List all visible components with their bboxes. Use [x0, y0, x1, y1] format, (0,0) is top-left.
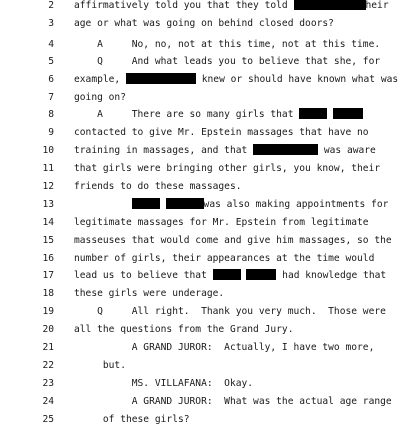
transcript-line — [0, 55, 400, 69]
text-segment — [74, 199, 132, 210]
line-number: 6 — [48, 74, 54, 85]
redaction-box — [126, 73, 196, 84]
line-number: 23 — [42, 378, 54, 389]
transcript-line — [0, 126, 400, 140]
redaction-box — [246, 269, 276, 280]
redaction-box — [294, 0, 366, 10]
transcript-line — [0, 305, 400, 319]
line-number: 8 — [48, 109, 54, 120]
line-number: 5 — [48, 56, 54, 67]
line-text — [74, 55, 380, 69]
text-segment: number of girls, their appearances at the time would — [74, 253, 375, 264]
line-text — [74, 323, 294, 337]
redaction-box — [166, 198, 204, 209]
text-segment: knew or should have known what was — [195, 74, 399, 85]
line-text — [74, 144, 376, 158]
text-segment: A GRAND JUROR: Actually, I have two more, — [74, 342, 375, 353]
text-segment: was aware — [318, 145, 376, 156]
text-segment: age or what was going on behind closed doors? — [74, 18, 334, 29]
text-segment: masseuses that would come and give him massages, so the — [74, 235, 392, 246]
text-segment: A GRAND JUROR: What was the actual age range — [74, 396, 392, 407]
line-text — [74, 198, 388, 212]
text-segment: example, — [74, 74, 126, 85]
line-number: 11 — [42, 163, 54, 174]
transcript-line — [0, 377, 400, 391]
transcript-line — [0, 269, 400, 283]
line-text — [74, 73, 398, 87]
transcript-line — [0, 323, 400, 337]
transcript-line — [0, 144, 400, 158]
transcript-line — [0, 180, 400, 194]
line-text — [74, 91, 126, 105]
text-segment: Q All right. Thank you very much. Those were — [74, 306, 386, 317]
text-segment: had knowledge that — [276, 270, 387, 281]
line-number: 17 — [42, 270, 54, 281]
transcript-line — [0, 287, 400, 301]
text-segment: affirmatively told you that they told — [74, 0, 294, 11]
line-text — [74, 269, 386, 283]
transcript-line — [0, 17, 400, 31]
line-text — [74, 413, 190, 427]
transcript-line — [0, 413, 400, 427]
line-text — [74, 108, 363, 122]
transcript-line — [0, 73, 400, 87]
transcript-line — [0, 198, 400, 212]
text-segment: A There are so many girls that — [74, 109, 300, 120]
text-segment: friends to do these massages. — [74, 181, 242, 192]
line-text — [74, 162, 380, 176]
line-text — [74, 0, 389, 13]
line-text — [74, 252, 374, 266]
line-number: 18 — [42, 288, 54, 299]
line-number: 19 — [42, 306, 54, 317]
line-text — [74, 395, 392, 409]
redaction-box — [213, 269, 241, 280]
line-text — [74, 180, 242, 194]
line-text — [74, 377, 253, 391]
transcript-line — [0, 162, 400, 176]
redaction-box — [132, 198, 160, 209]
text-segment: legitimate massages for Mr. Epstein from legitimate — [74, 217, 369, 228]
text-segment: heir — [365, 0, 389, 11]
transcript-line — [0, 91, 400, 105]
text-segment: MS. VILLAFANA: Okay. — [74, 378, 254, 389]
text-segment: was also making appointments for — [203, 199, 389, 210]
line-text — [74, 216, 369, 230]
text-segment: of these girls? — [74, 414, 190, 425]
text-segment: all the questions from the Grand Jury. — [74, 324, 294, 335]
line-number: 20 — [42, 324, 54, 335]
line-number: 13 — [42, 199, 54, 210]
line-text — [74, 17, 334, 31]
text-segment: these girls were underage. — [74, 288, 225, 299]
line-number: 14 — [42, 217, 54, 228]
transcript-line — [0, 252, 400, 266]
transcript-line — [0, 234, 400, 248]
line-number: 12 — [42, 181, 54, 192]
text-segment: but. — [74, 360, 126, 371]
line-text — [74, 305, 386, 319]
transcript-line — [0, 216, 400, 230]
line-number: 22 — [42, 360, 54, 371]
line-number: 7 — [48, 92, 54, 103]
line-text — [74, 126, 369, 140]
line-number: 21 — [42, 342, 54, 353]
redaction-box — [253, 144, 318, 155]
text-segment: going on? — [74, 92, 126, 103]
line-number: 10 — [42, 145, 54, 156]
text-segment: that girls were bringing other girls, you know, their — [74, 163, 381, 174]
text-segment: A No, no, not at this time, not at this time. — [74, 39, 381, 50]
text-segment: training in massages, and that — [74, 145, 254, 156]
line-text — [74, 38, 380, 52]
line-text — [74, 234, 392, 248]
line-number: 2 — [48, 0, 54, 11]
transcript-line — [0, 38, 400, 52]
line-text — [74, 341, 374, 355]
line-number: 4 — [48, 39, 54, 50]
text-segment: lead us to believe that — [74, 270, 213, 281]
text-segment: contacted to give Mr. Epstein massages that have no — [74, 127, 369, 138]
transcript-line — [0, 341, 400, 355]
redaction-box — [299, 108, 327, 119]
transcript-line — [0, 395, 400, 409]
transcript-line — [0, 0, 400, 13]
line-number: 24 — [42, 396, 54, 407]
line-text — [74, 359, 126, 373]
line-number: 9 — [48, 127, 54, 138]
text-segment: Q And what leads you to believe that she, for — [74, 56, 381, 67]
line-number: 25 — [42, 414, 54, 425]
redaction-box — [333, 108, 363, 119]
transcript-line — [0, 359, 400, 373]
transcript-line — [0, 108, 400, 122]
line-text — [74, 287, 224, 301]
line-number: 3 — [48, 18, 54, 29]
line-number: 15 — [42, 235, 54, 246]
line-number: 16 — [42, 253, 54, 264]
